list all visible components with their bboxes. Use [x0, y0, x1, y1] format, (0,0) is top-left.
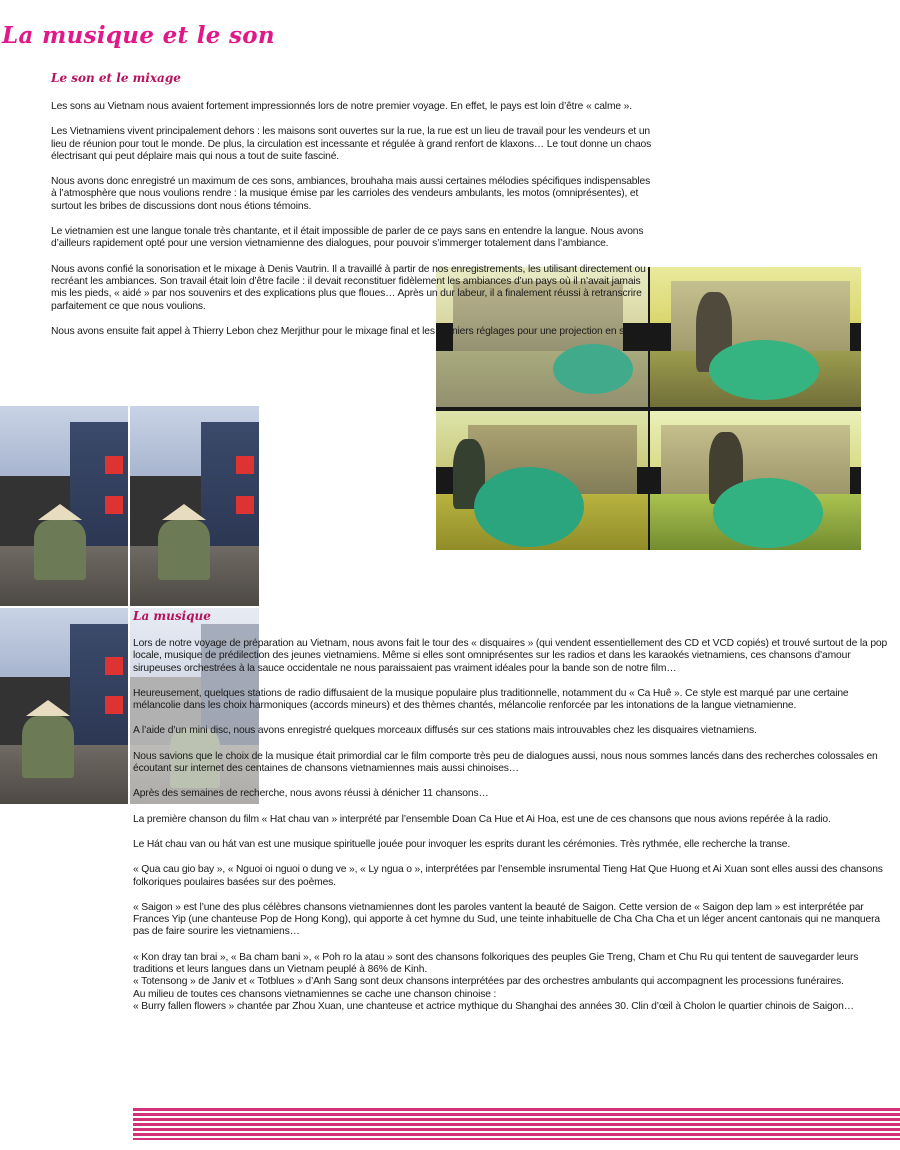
paragraph: « Saigon » est l’une des plus célèbres chansons vietnamiennes dont les paroles vantent la beauté de Saigon. Cette version de « Saigon dep lam » est interprétée par Frances Yip (une chanteuse Pop de Hong Kong), qui apporte à cet hymne du Sud, une teinte inhabituelle de Cha Cha Cha et un léger ancent cantonais qui ne manquera pas de faire sourire les vietnamiens…	[133, 901, 880, 938]
paragraph: Nous avons donc enregistré un maximum de ces sons, ambiances, brouhaha mais aussi certaines mélodies spécifiques indispensables à l’atmosphère que nous voulions rendre : la musique émise par les carrioles des vendeurs ambulants, les motos (omniprésentes), et surtout les bribes de discussions dont nous étions témoins.	[51, 176, 651, 212]
paragraph: A l’aide d’un mini disc, nous avons enregistré quelques morceaux diffusés sur ces stations mais introuvables chez les disquaires vietnamiens.	[133, 725, 757, 737]
page-title: La musique et le son	[2, 22, 275, 49]
street-photo-left-top	[0, 406, 128, 606]
paragraph: « Qua cau gio bay », « Nguoi oi nguoi o dung ve », « Ly ngua o », interprétées par l’ensemble insrumental Tieng Hat Que Huong et Ai Xuan sont elles aussi des chansons folkoriques poulaires basées sur des poèmes.	[133, 864, 883, 888]
decorative-stripe-bar	[133, 1108, 900, 1140]
photo-frame	[650, 267, 861, 407]
paragraph: Le Hát chau van ou hát van est une musique spirituelle jouée pour invoquer les esprits durant les cérémonies. Très rythmée, elle recherche la transe.	[133, 838, 791, 850]
son-text	[51, 101, 656, 351]
paragraph: « Kon dray tan brai », « Ba cham bani », « Poh ro la atau » sont des chansons folkoriques des peuples Gie Treng, Cham et Chu Ru qui tentent de sauvegarder leurs traditions et leurs langues dans un Vietnam peuplé à 86% de Kinh.	[133, 951, 859, 976]
street-photo-right-top	[130, 406, 259, 606]
paragraph: Les sons au Vietnam nous avaient fortement impressionnés lors de notre premier voyage. En effet, le pays est loin d’être « calme ».	[51, 101, 632, 112]
paragraph: Lors de notre voyage de préparation au Vietnam, nous avons fait le tour des « disquaires » (qui vendent essentiellement des CD et VCD copiés) et trouvé surtout de la pop locale, musique de prédilection des jeunes vietnamiens. Même si elles sont omniprésentes sur les radios et dans les karaokés vietnamiens, ces chansons d’amour sirupeuses orchestrées à la sauce occidentale ne nous paraissaient pas vraiment idéales pour la bande son de notre film…	[133, 638, 888, 674]
paragraph: Les Vietnamiens vivent principalement dehors : les maisons sont ouvertes sur la rue, la rue est un lieu de travail pour les vendeurs et un lieu de réunion pour tout le monde. De plus, la circulation est incessante et régulée à grand renfort de klaxons… Le tout donne un chaos électrisant qui peut déplaire mais qui nous a tout de suite fasciné.	[51, 126, 652, 162]
paragraph: La première chanson du film « Hat chau van » interprété par l’ensemble Doan Ca Hue et Ai Hoa, est une de ces chansons que nous avions repérée à la radio.	[133, 813, 831, 825]
paragraph: « Burry fallen flowers » chantée par Zhou Xuan, une chanteuse et actrice mythique du Shanghai des années 30. Clin d’œil à Cholon le quartier chinois de Saigon…	[133, 1000, 854, 1012]
paragraph: Nous avons ensuite fait appel à Thierry Lebon chez Merjithur pour le mixage final et les derniers réglages pour une projection en salle.	[51, 325, 643, 337]
paragraph: Après des semaines de recherche, nous avons réussi à dénicher 11 chansons…	[133, 788, 489, 800]
musique-text	[133, 638, 893, 1013]
photo-frame	[436, 411, 648, 550]
photo-frame	[650, 411, 861, 550]
section-heading-musique: La musique	[133, 609, 211, 623]
section-heading-son: Le son et le mixage	[51, 71, 181, 85]
paragraph: Le vietnamien est une langue tonale très chantante, et il était impossible de parler de ce pays sans en entendre la langue. Nous avons d’ailleurs rapidement opté pour une version vietnamienne des dialogues, pour pouvoir s’immerger totalement dans l’ambiance.	[51, 226, 644, 250]
paragraph: « Totensong » de Janiv et « Totblues » d’Anh Sang sont deux chansons interprétées par des orchestres ambulants qui accompagnent les processions funéraires.	[133, 976, 844, 988]
paragraph: Nous savions que le choix de la musique était primordial car le film comporte très peu de dialogues aussi, nous nous sommes lancés dans des recherches colossales en écoutant sur internet des centaines de chansons vietnamiennes mais aussi chinoises…	[133, 750, 878, 775]
paragraph: Heureusement, quelques stations de radio diffusaient de la musique populaire plus traditionnelle, notamment du « Ca Huê ». Ce style est marqué par une certaine mélancolie dans les choix harmoniques (accords mineurs) et des thèmes chantés, mélancolie renforcée par les intonations de la langue vietnamienne.	[133, 687, 849, 712]
street-photo-left-bottom	[0, 608, 128, 804]
paragraph: Nous avons confié la sonorisation et le mixage à Denis Vautrin. Il a travaillé à partir de nos enregistrements, les utilisant directement ou recréant les ambiances. Son travail était loin d’être facile : il devait reconstituer fidèlement les ambiances d’un pays où il n’avait jamais mis les pieds, « aidé » par nos souvenirs et des explications plus que floues… Après un dur labeur, il a finalement réussi à retranscrire parfaitement ce que nous voulions.	[51, 263, 646, 312]
paragraph: Au milieu de toutes ces chansons vietnamiennes se cache une chanson chinoise :	[133, 988, 497, 1000]
